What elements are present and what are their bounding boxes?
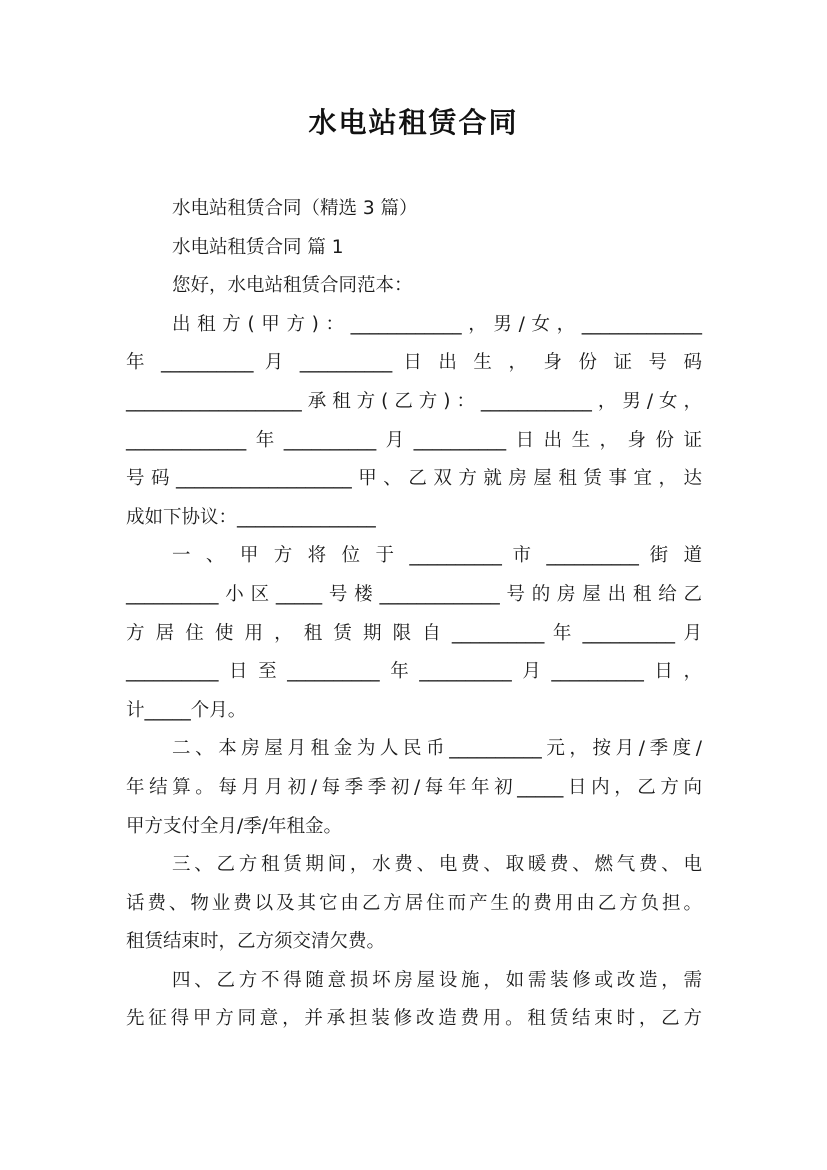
section-heading: 水电站租赁合同 篇 1	[172, 236, 344, 258]
clause-2-line: 二、本房屋月租金为人民币__________元，按月/季度/	[172, 738, 702, 760]
clause-1-line: __________日至__________年__________月__________日，	[126, 661, 702, 683]
document-body	[126, 190, 702, 1039]
paragraph-line: 成如下协议：_______________	[126, 506, 376, 528]
greeting-line: 您好，水电站租赁合同范本：	[172, 275, 413, 297]
clause-3-line: 三、乙方租赁期间，水费、电费、取暖费、燃气费、电	[172, 854, 702, 876]
paragraph-line: 年 __________ 月 __________ 日 出 生 ， 身 份 证 号 码	[126, 352, 702, 374]
clause-1-line: __________小区_____号楼_____________号的房屋出租给乙	[126, 583, 702, 605]
clause-2-line: 年结算。每月月初/每季季初/每年年初_____日内，乙方向	[126, 776, 702, 798]
paragraph-line: ___________________承租方(乙方)：____________，男/女，	[126, 390, 702, 412]
paragraph-line: 号码___________________甲、乙双方就房屋租赁事宜，达	[126, 468, 702, 490]
clause-4-line: 四、乙方不得随意损坏房屋设施，如需装修或改造，需	[172, 969, 702, 991]
clause-1-line: 方 居 住 使 用 ， 租 赁 期 限 自 __________ 年 __________ 月	[126, 622, 702, 644]
document-title: 水电站租赁合同	[308, 106, 519, 139]
clause-1-line: 计_____个月。	[126, 699, 247, 721]
paragraph-line: _____________年__________月__________日出生，身份证	[126, 429, 702, 451]
subtitle-line: 水电站租赁合同（精选 3 篇）	[172, 198, 418, 219]
clause-3-line: 租赁结束时，乙方须交清欠费。	[126, 931, 386, 953]
clause-1-line: 一 、 甲 方 将 位 于 __________ 市 __________ 街 道	[172, 545, 702, 567]
clause-4-line: 先征得甲方同意，并承担装修改造费用。租赁结束时，乙方	[126, 1008, 702, 1030]
paragraph-line: 出租方(甲方)：____________，男/女，_____________	[172, 313, 702, 335]
clause-2-line: 甲方支付全月/季/年租金。	[126, 815, 342, 837]
clause-3-line: 话费、物业费以及其它由乙方居住而产生的费用由乙方负担。	[126, 892, 702, 914]
